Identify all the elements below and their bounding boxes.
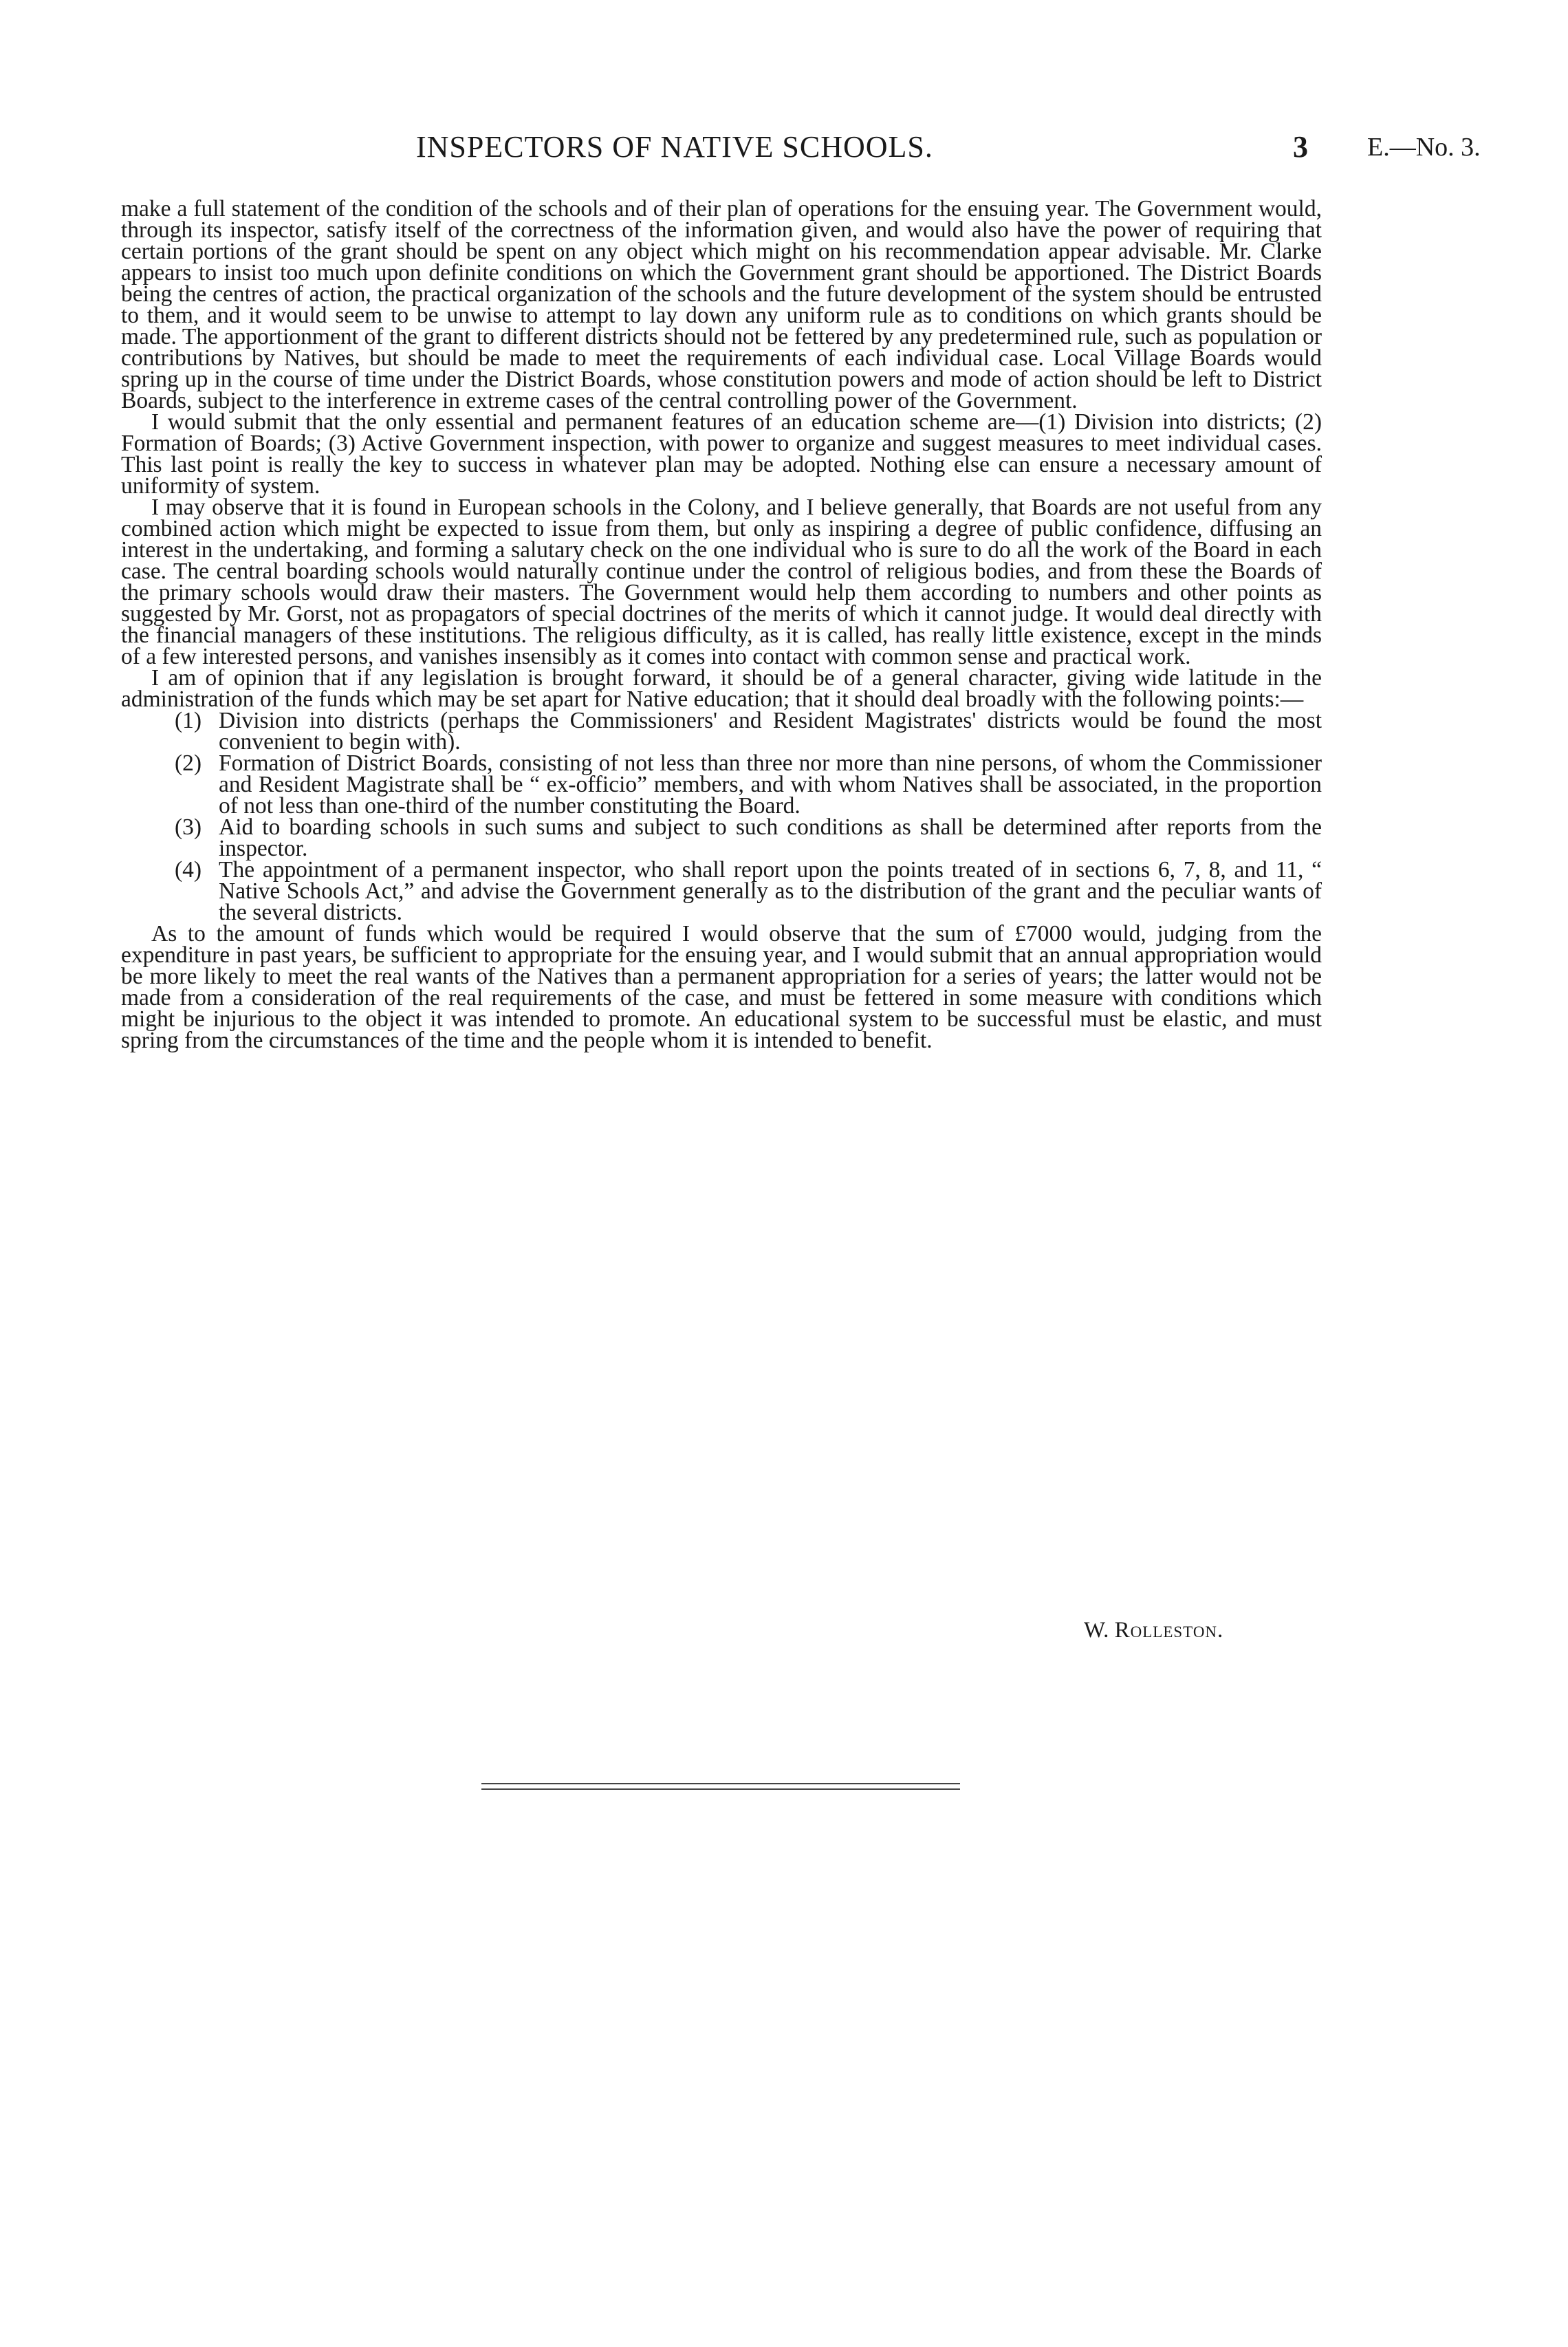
list-item-text: Division into districts (perhaps the Commissioners' and Resident Magistrates' districts would be found the most convenient to begin with). xyxy=(219,708,1322,755)
paragraph-boards-observation: I may observe that it is found in European schools in the Colony, and I believe generally, that Boards are not useful from any combined action which might be expected to issue from them, but only as inspiring a degree of public confidence, diffusing an interest in the undertaking, and forming a salutary check on the one individual who is sure to do all the work of the Board in each case. The central boarding schools would naturally continue under the control of religious bodies, and from these the Boards of the primary schools would draw their masters. The Government would help them according to numbers and other points as suggested by Mr. Gorst, not as propagators of special doctrines of the merits of which it cannot judge. It would deal directly with the financial managers of these institutions. The religious difficulty, as it is called, has really little existence, except in the minds of a few interested persons, and vanishes insensibly as it comes into contact with common sense and practical work. xyxy=(121,495,1322,669)
list-item-number: (3) xyxy=(175,814,202,840)
double-rule-divider xyxy=(481,1783,960,1790)
legislation-points-list xyxy=(121,710,1322,923)
list-item-text: Formation of District Boards, consisting of not less than three nor more than nine persons, of whom the Commissioner and Resident Magistrate shall be “ ex-officio” members, and with whom Natives shall be associated, in the proportion of not less than one-third of the number constituting the Board. xyxy=(219,750,1322,819)
list-item xyxy=(121,816,1322,859)
running-title: INSPECTORS OF NATIVE SCHOOLS. xyxy=(416,130,933,164)
list-item-number: (4) xyxy=(175,857,202,883)
page-number: 3 xyxy=(1293,130,1308,164)
list-item xyxy=(121,710,1322,753)
list-item-text: Aid to boarding schools in such sums and subject to such conditions as shall be determined after reports from the inspector. xyxy=(219,814,1322,861)
paragraph-funds: As to the amount of funds which would be required I would observe that the sum of £7000 would, judging from the expenditure in past years, be sufficient to appropriate for the ensuing year, and I would submit that an annual appropriation would be more likely to meet the real wants of the Natives than a permanent appropriation for a series of years; the latter would not be made from a consideration of the real requirements of the case, and must be fettered in some measure with conditions which might be injurious to the object it was intended to promote. An educational system to be successful must be elastic, and must spring from the circumstances of the time and the people whom it is intended to benefit. xyxy=(121,921,1322,1053)
paragraph-legislation: I am of opinion that if any legislation is brought forward, it should be of a general character, giving wide latitude in the administration of the funds which may be set apart for Native education; that it should deal broadly with the following points:— xyxy=(121,665,1322,712)
list-item-number: (2) xyxy=(175,750,202,776)
signature-initial: W. xyxy=(1084,1618,1109,1643)
paragraph-essential-features: I would submit that the only essential and permanent features of an education scheme are—(1) Division into districts; (2) Formation of Boards; (3) Active Government inspection, with power to organize and suggest measures to meet individual cases. This last point is really the key to success in whatever plan may be adopted. Nothing else can ensure a necessary amount of uniformity of system. xyxy=(121,409,1322,499)
signature-surname: Rolleston. xyxy=(1114,1618,1224,1643)
paragraph-continued: make a full statement of the condition of the schools and of their plan of operations for the ensuing year. The Government would, through its inspector, satisfy itself of the correctness of the information given, and would also have the power of requiring that certain portions of the grant should be spent on any object which might on his recommendation appear advisable. Mr. Clarke appears to insist too much upon definite conditions on which the Government grant should be apportioned. The District Boards being the centres of action, the practical organization of the schools and the future development of the system should be entrusted to them, and it would seem to be unwise to attempt to lay down any uniform rule as to conditions on which grants should be made. The apportionment of the grant to different districts should not be fettered by any predetermined rule, such as population or contributions by Natives, but should be made to meet the requirements of each individual case. Local Village Boards would spring up in the course of time under the District Boards, whose constitution powers and mode of action should be left to District Boards, subject to the interference in extreme cases of the central controlling power of the Government. xyxy=(121,196,1322,413)
body-text xyxy=(121,198,1322,1051)
paper-reference: E.—No. 3. xyxy=(1367,133,1481,162)
list-item xyxy=(121,750,1322,819)
list-item xyxy=(121,859,1322,923)
list-item-number: (1) xyxy=(175,708,202,733)
list-item-text: The appointment of a permanent inspector, who shall report upon the points treated of in sections 6, 7, 8, and 11, “ Native Schools Act,” and advise the Government generally as to the distribution of the grant and the peculiar wants of the several districts. xyxy=(219,857,1322,925)
signature xyxy=(1084,1618,1223,1643)
page-header xyxy=(0,129,1568,171)
